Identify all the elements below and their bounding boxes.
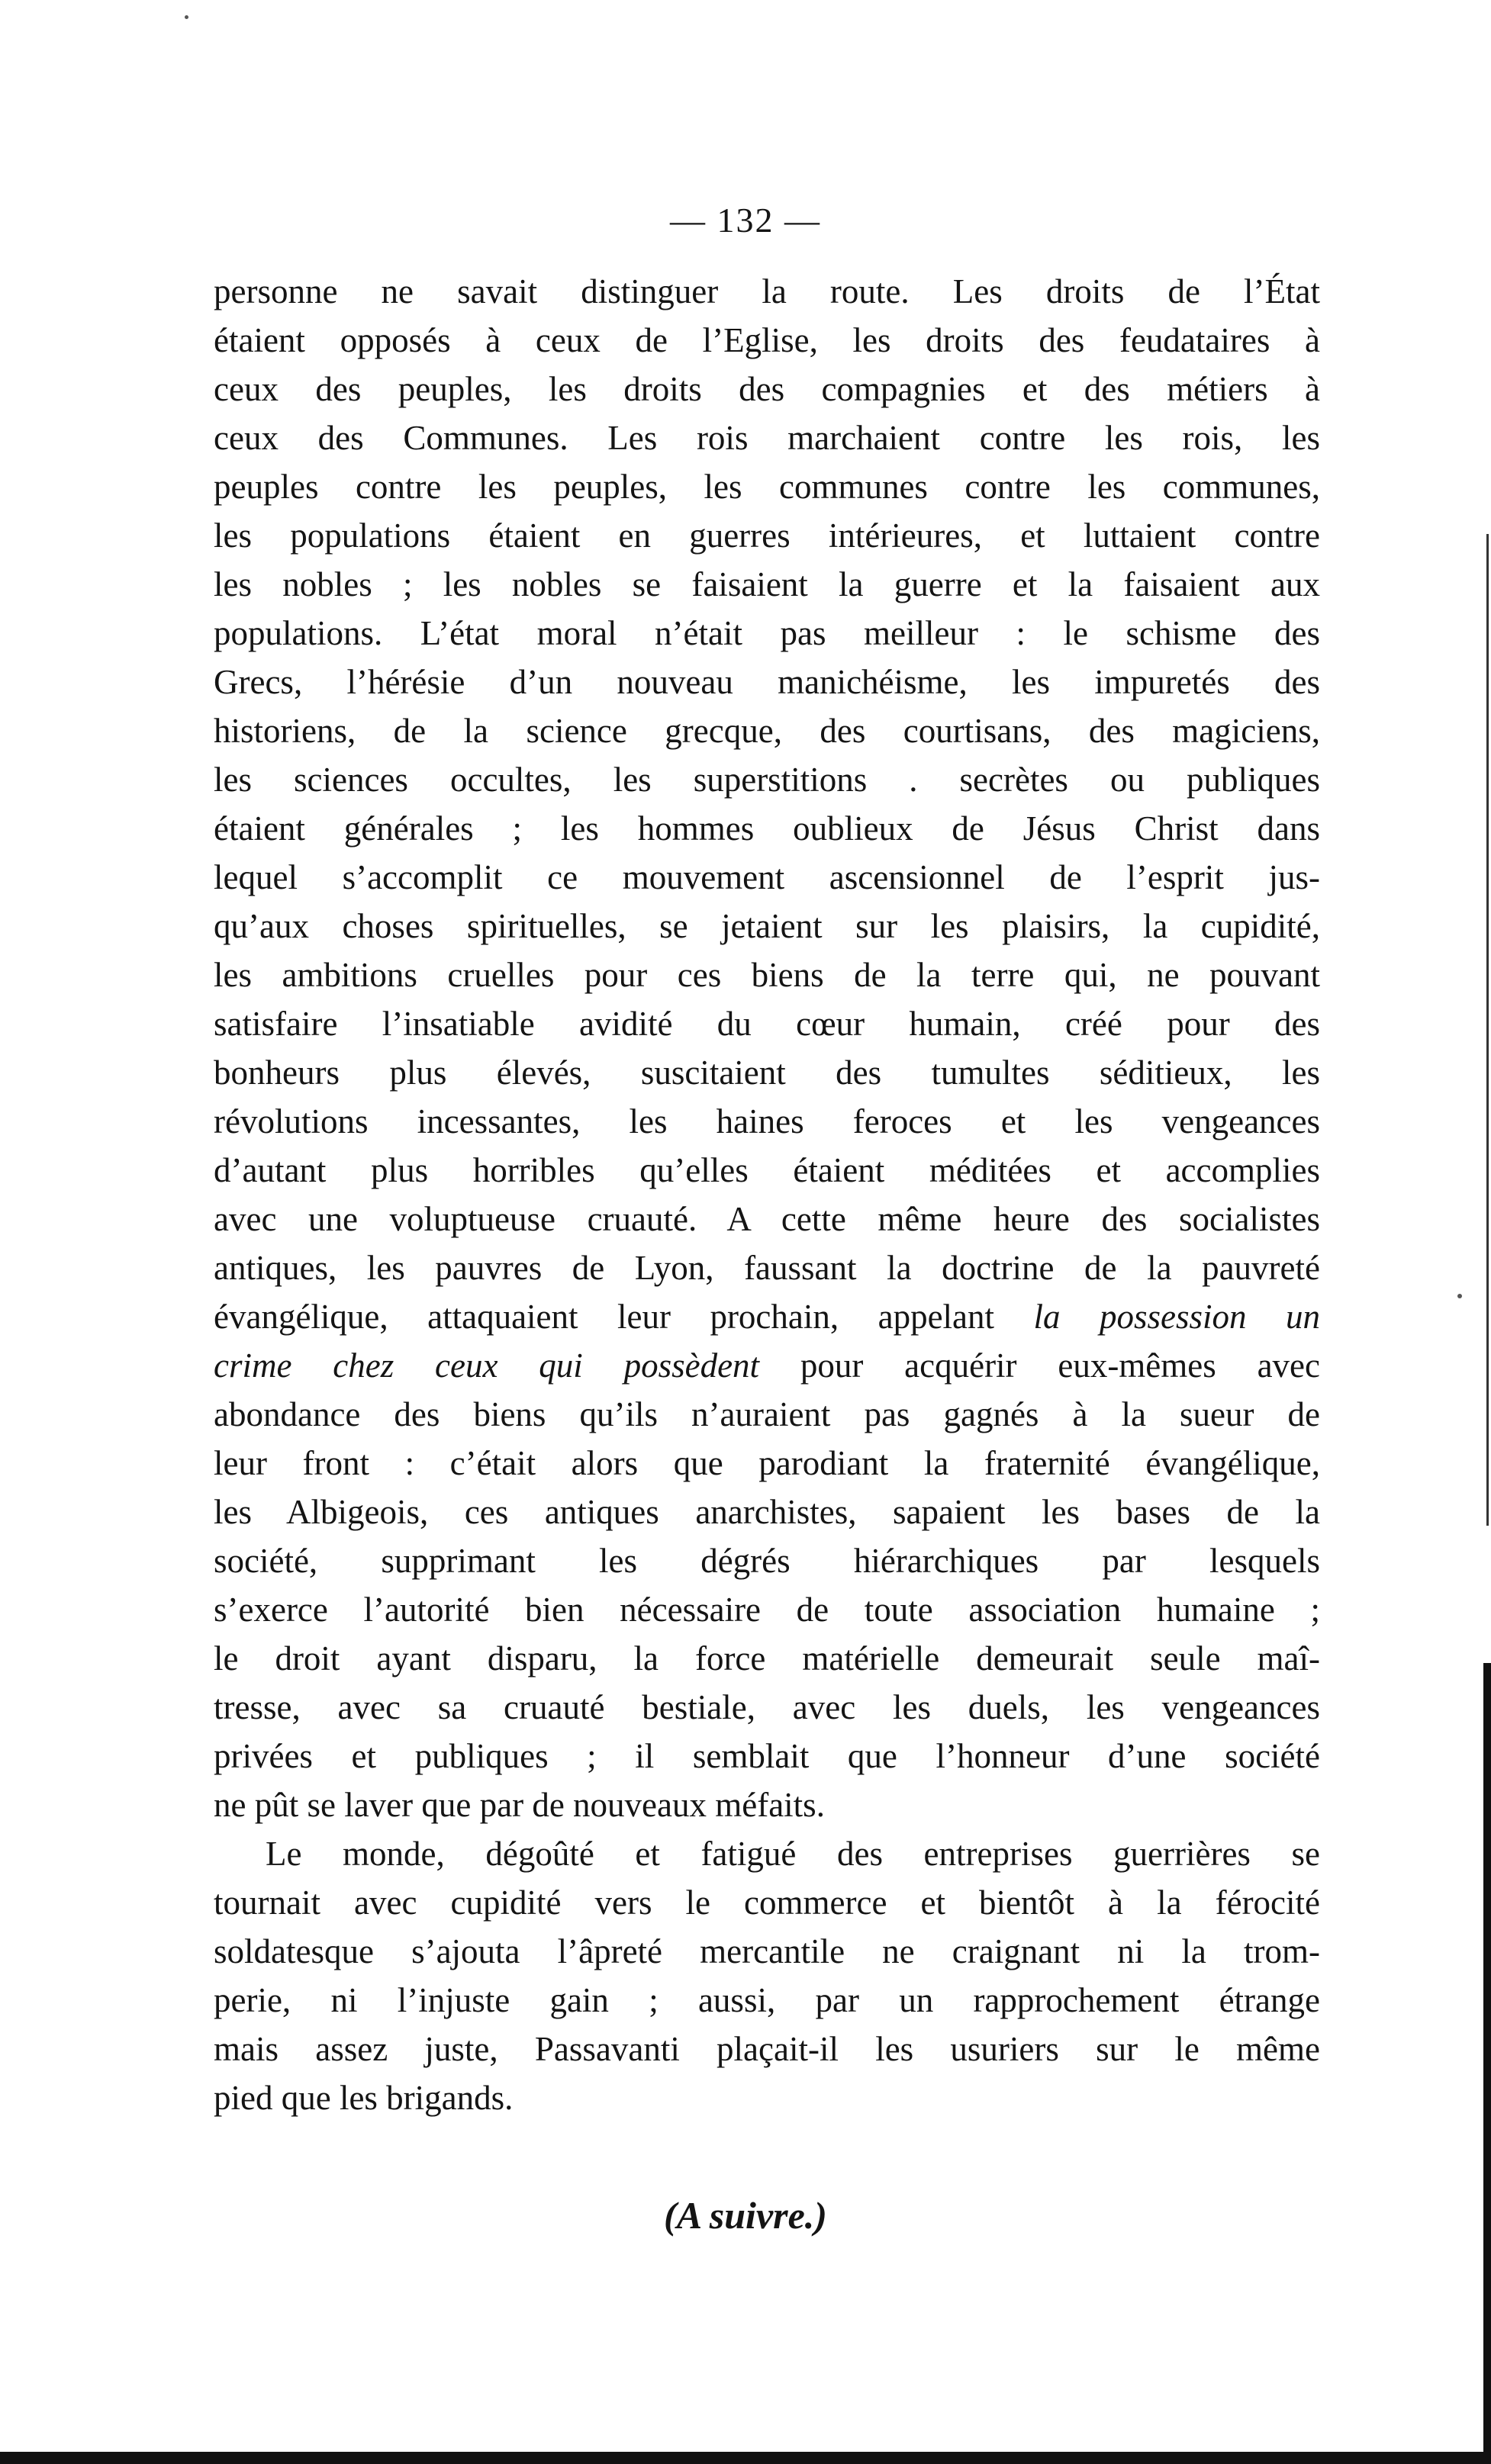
text-line: les sciences occultes, les superstitions . secrètes ou publiques bbox=[214, 761, 1320, 799]
scan-bottom-edge bbox=[0, 2452, 1491, 2464]
text-line-mixed bbox=[214, 1292, 1320, 1341]
text-line: tournait avec cupidité vers le commerce et bientôt à la férocité bbox=[214, 1883, 1320, 1922]
text-line: pied que les brigands. bbox=[214, 2079, 514, 2117]
text-line: société, supprimant les dégrés hiérarchiques par lesquels bbox=[214, 1542, 1320, 1580]
text-line: abondance des biens qu’ils n’auraient pas gagnés à la sueur de bbox=[214, 1395, 1320, 1433]
text-line: soldatesque s’ajouta l’âpreté mercantile ne craignant ni la trom- bbox=[214, 1932, 1320, 1970]
to-be-continued-label: (A suivre.) bbox=[664, 2194, 827, 2237]
text-line: mais assez juste, Passavanti plaçait-il les usuriers sur le même bbox=[214, 2030, 1320, 2068]
text-line: ceux des peuples, les droits des compagnies et des métiers à bbox=[214, 370, 1320, 408]
text-line-mixed bbox=[214, 1341, 1320, 1390]
text-line: s’exerce l’autorité bien nécessaire de toute association humaine ; bbox=[214, 1591, 1320, 1629]
text-line: qu’aux choses spirituelles, se jetaient sur les plaisirs, la cupidité, bbox=[214, 907, 1320, 945]
text-line: perie, ni l’injuste gain ; aussi, par un rapprochement étrange bbox=[214, 1981, 1320, 2019]
text-line: peuples contre les peuples, les communes contre les communes, bbox=[214, 468, 1320, 506]
text-line: antiques, les pauvres de Lyon, faussant la doctrine de la pauvreté bbox=[214, 1249, 1320, 1287]
text-line: étaient générales ; les hommes oublieux de Jésus Christ dans bbox=[214, 809, 1320, 848]
italic-phrase: crime chez ceux qui possèdent bbox=[214, 1346, 760, 1385]
text-line: révolutions incessantes, les haines feroces et les vengeances bbox=[214, 1102, 1320, 1140]
text-line: avec une voluptueuse cruauté. A cette même heure des socialistes bbox=[214, 1200, 1320, 1238]
text-segment: évangélique, attaquaient leur prochain, appelant bbox=[214, 1298, 995, 1336]
print-speck bbox=[1457, 1294, 1462, 1298]
text-line: le droit ayant disparu, la force matérielle demeurait seule maî- bbox=[214, 1639, 1320, 1678]
text-line: populations. L’état moral n’était pas meilleur : le schisme des bbox=[214, 614, 1320, 652]
text-line: étaient opposés à ceux de l’Eglise, les droits des feudataires à bbox=[214, 321, 1320, 359]
text-line: privées et publiques ; il semblait que l’honneur d’une société bbox=[214, 1737, 1320, 1775]
text-line: personne ne savait distinguer la route. Les droits de l’État bbox=[214, 272, 1320, 310]
print-speck bbox=[185, 15, 188, 19]
text-line: historiens, de la science grecque, des courtisans, des magiciens, bbox=[214, 712, 1320, 750]
text-line: tresse, avec sa cruauté bestiale, avec les duels, les vengeances bbox=[214, 1688, 1320, 1726]
text-line: leur front : c’était alors que parodiant la fraternité évangélique, bbox=[214, 1444, 1320, 1482]
text-line: ceux des Communes. Les rois marchaient contre les rois, les bbox=[214, 419, 1320, 457]
text-line: satisfaire l’insatiable avidité du cœur humain, créé pour des bbox=[214, 1005, 1320, 1043]
text-line: bonheurs plus élevés, suscitaient des tumultes séditieux, les bbox=[214, 1053, 1320, 1092]
italic-phrase: la possession un bbox=[1033, 1298, 1320, 1336]
text-line: ne pût se laver que par de nouveaux méfaits. bbox=[214, 1786, 825, 1824]
text-line: d’autant plus horribles qu’elles étaient méditées et accomplies bbox=[214, 1151, 1320, 1189]
text-line: les nobles ; les nobles se faisaient la guerre et la faisaient aux bbox=[214, 565, 1320, 603]
text-line: lequel s’accomplit ce mouvement ascensionnel de l’esprit jus- bbox=[214, 858, 1320, 896]
text-line: Le monde, dégoûté et fatigué des entreprises guerrières se bbox=[266, 1835, 1320, 1873]
body-text bbox=[214, 267, 1320, 2122]
text-line: les populations étaient en guerres intérieures, et luttaient contre bbox=[214, 516, 1320, 555]
text-line: les ambitions cruelles pour ces biens de la terre qui, ne pouvant bbox=[214, 956, 1320, 994]
page-number: — 132 — bbox=[670, 201, 821, 240]
text-line: les Albigeois, ces antiques anarchistes, sapaient les bases de la bbox=[214, 1493, 1320, 1531]
scan-edge-bar bbox=[1483, 1663, 1491, 2464]
text-segment: pour acquérir eux-mêmes avec bbox=[800, 1346, 1320, 1385]
text-line: Grecs, l’hérésie d’un nouveau manichéisme, les impuretés des bbox=[214, 663, 1320, 701]
scan-edge-line bbox=[1486, 534, 1489, 1526]
